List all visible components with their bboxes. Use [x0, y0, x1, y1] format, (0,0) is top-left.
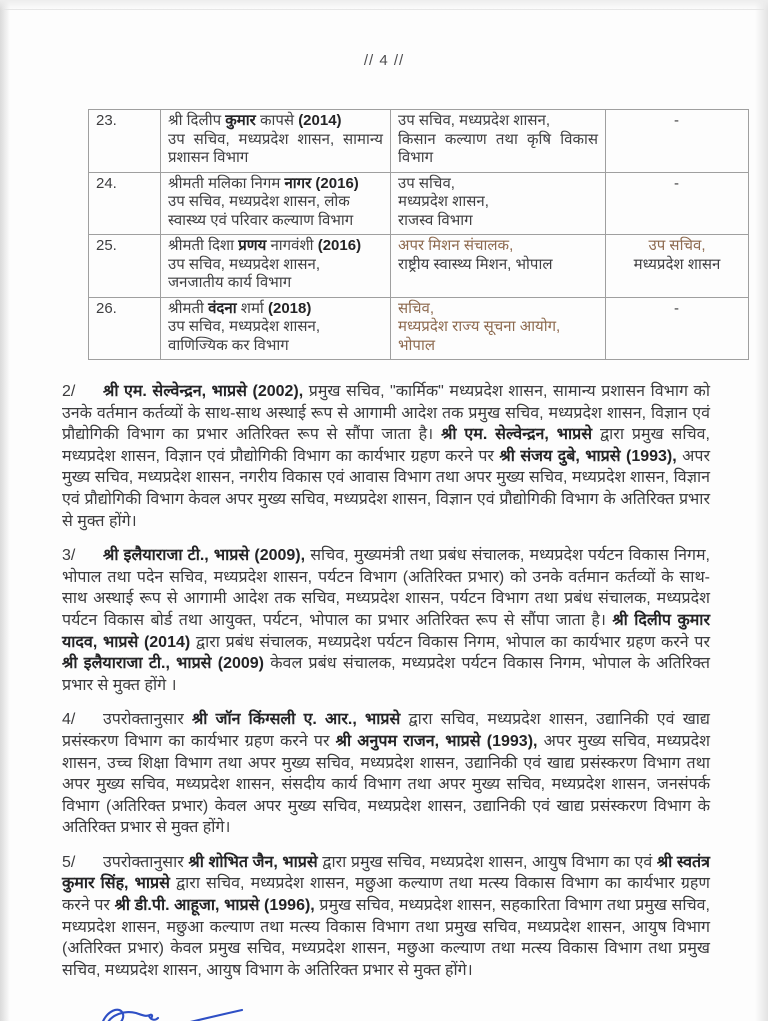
table-row	[89, 297, 749, 360]
officer-name: श्री दिलीप कुमार कापसे (2014)	[168, 112, 342, 129]
officer-name: श्रीमती वंदना शर्मा (2018)	[168, 299, 312, 317]
order-paragraph: 5/ उपरोक्तानुसार श्री शोभित जैन, भाप्रसे द्वारा प्रमुख सचिव, मध्यप्रदेश शासन, आयुष विभाग का एवं श्री स्वतंत्र कुमार सिंह, भाप्रसे द्वारा सचिव, मध्यप्रदेश शासन, मछुआ कल्याण तथा मत्स्य विकास विभाग का कार्यभार ग्रहण करने पर श्री डी.पी. आहूजा, भाप्रसे (1996), प्रमुख सचिव, मध्यप्रदेश शासन, सहकारिता विभाग तथा प्रमुख सचिव, मध्यप्रदेश शासन, मछुआ कल्याण तथा मत्स्य विकास विभाग तथा प्रमुख सचिव, मध्यप्रदेश शासन, आयुष विभाग (अतिरिक्त प्रभार) केवल प्रमुख सचिव, मध्यप्रदेश शासन, मछुआ कल्याण तथा मत्स्य विकास विभाग तथा प्रमुख सचिव, मध्यप्रदेश शासन, आयुष विभाग के अतिरिक्त प्रभार से मुक्त होंगे।	[62, 853, 710, 979]
new-posting-cell	[391, 235, 606, 298]
officer-name: श्रीमती मलिका निगम नागर (2016)	[168, 174, 359, 192]
cell-line: राजस्व विभाग	[398, 211, 473, 229]
paragraph-number: 3/	[62, 547, 76, 565]
officer-cell	[161, 297, 391, 360]
order-paragraph: 3/ श्री इलैयाराजा टी., भाप्रसे (2009), सचिव, मुख्यमंत्री तथा प्रबंध संचालक, मध्यप्रदेश पर्यटन विकास निगम, भोपाल तथा पदेन सचिव, मध्यप्रदेश शासन, पर्यटन विभाग (अतिरिक्त प्रभार) को उनके वर्तमान कर्तव्यों के साथ-साथ अस्थाई रूप से आगामी आदेश तक सचिव, मध्यप्रदेश शासन, पर्यटन विभाग तथा प्रबंध संचालक, मध्यप्रदेश पर्यटन विकास बोर्ड तथा आयुक्त, पर्यटन, भोपाल का प्रभार अतिरिक्त रूप से सौंपा जाता है। श्री दिलीप कुमार यादव, भाप्रसे (2014) द्वारा प्रबंध संचालक, मध्यप्रदेश पर्यटन विकास निगम, भोपाल का कार्यभार ग्रहण करने पर श्री इलैयाराजा टी., भाप्रसे (2009) केवल प्रबंध संचालक, मध्यप्रदेश पर्यटन विकास निगम, भोपाल के अतिरिक्त प्रभार से मुक्त होंगे ।	[62, 547, 711, 694]
cell-line: मध्यप्रदेश शासन	[633, 255, 721, 273]
sno-cell: 25.	[89, 235, 161, 298]
remark-cell	[606, 172, 749, 235]
remark-cell	[606, 235, 749, 298]
cell-line: सचिव,	[398, 299, 435, 317]
sno-cell: 23.	[89, 110, 161, 173]
cell-line: राष्ट्रीय स्वास्थ्य मिशन, भोपाल	[398, 255, 553, 273]
cell-line: प्रशासन विभाग	[168, 149, 249, 166]
cell-line: जनजातीय कार्य विभाग	[168, 274, 292, 291]
officers-table-body	[89, 110, 749, 360]
new-posting-cell	[391, 172, 606, 235]
cell-line: स्वास्थ्य एवं परिवार कल्याण विभाग	[168, 211, 354, 229]
cell-line: मध्यप्रदेश शासन,	[398, 193, 489, 210]
cell-line: मध्यप्रदेश राज्य सूचना आयोग, भोपाल	[398, 318, 561, 354]
new-posting-cell	[391, 297, 606, 360]
cell-line: उप सचिव,	[398, 174, 455, 192]
officer-cell	[161, 110, 391, 173]
page-edge-top-line	[4, 9, 764, 10]
paragraph-number: 4/	[62, 711, 76, 729]
officer-cell	[161, 172, 391, 235]
cell-line: उप सचिव,	[648, 237, 706, 254]
page-edge-right-shadow	[755, 0, 768, 1021]
cell-line: वाणिज्यिक कर विभाग	[168, 336, 289, 354]
table-row	[89, 172, 749, 235]
cell-line: उप सचिव, मध्यप्रदेश शासन,	[398, 112, 551, 129]
table-row	[89, 110, 749, 173]
order-paragraph: 2/ श्री एम. सेल्वेन्द्रन, भाप्रसे (2002), प्रमुख सचिव, "कार्मिक" मध्यप्रदेश शासन, सामान्य प्रशासन विभाग को उनके वर्तमान कर्तव्यों के साथ-साथ अस्थाई रूप से आगामी आदेश तक प्रमुख सचिव, मध्यप्रदेश शासन, विज्ञान एवं प्रौद्योगिकी विभाग का प्रभार अतिरिक्त रूप से सौंपा जाता है। श्री एम. सेल्वेन्द्रन, भाप्रसे द्वारा प्रमुख सचिव, मध्यप्रदेश शासन, विज्ञान एवं प्रौद्योगिकी विभाग का कार्यभार ग्रहण करने पर श्री संजय दुबे, भाप्रसे (1993), अपर मुख्य सचिव, मध्यप्रदेश शासन, नगरीय विकास एवं आवास विभाग तथा अपर मुख्य सचिव, मध्यप्रदेश शासन, विज्ञान एवं प्रौद्योगिकी विभाग केवल अपर मुख्य सचिव, मध्यप्रदेश शासन, विज्ञान एवं प्रौद्योगिकी विभाग के अतिरिक्त प्रभार से मुक्त होंगे।	[62, 383, 710, 530]
cell-line: किसान कल्याण तथा कृषि विकास	[398, 130, 598, 148]
cell-line: उप सचिव, मध्यप्रदेश शासन, लोक	[168, 193, 350, 210]
new-posting-cell	[391, 110, 606, 173]
cell-line: -	[674, 112, 680, 129]
sno-cell: 24.	[89, 172, 161, 235]
page-number: // 4 //	[363, 52, 405, 69]
signature-scribble-icon	[56, 994, 768, 1021]
order-paragraph: 4/ उपरोक्तानुसार श्री जॉन किंग्सली ए. आर., भाप्रसे द्वारा सचिव, मध्यप्रदेश शासन, उद्यानिकी एवं खाद्य प्रसंस्करण विभाग का कार्यभार ग्रहण करने पर श्री अनुपम राजन, भाप्रसे (1993), अपर मुख्य सचिव, मध्यप्रदेश शासन, उच्च शिक्षा विभाग तथा अपर मुख्य सचिव, मध्यप्रदेश शासन, उद्यानिकी एवं खाद्य प्रसंस्करण विभाग तथा अपर मुख्य सचिव, मध्यप्रदेश शासन, संसदीय कार्य विभाग तथा अपर मुख्य सचिव, मध्यप्रदेश शासन, जनसंपर्क विभाग (अतिरिक्त प्रभार) केवल अपर मुख्य सचिव, मध्यप्रदेश शासन, उद्यानिकी एवं खाद्य प्रसंस्करण विभाग के अतिरिक्त प्रभार से मुक्त होंगे।	[62, 711, 711, 837]
paragraph-number: 2/	[62, 383, 76, 400]
cell-line: अपर मिशन संचालक,	[398, 237, 514, 254]
cell-line: -	[674, 299, 680, 317]
cell-line: उप सचिव, मध्यप्रदेश शासन,	[168, 318, 321, 335]
remark-cell	[606, 297, 749, 360]
cell-line: विभाग	[398, 149, 434, 166]
cell-line: उप सचिव, मध्यप्रदेश शासन,	[168, 255, 321, 273]
officers-table	[88, 109, 749, 360]
remark-cell	[606, 110, 749, 173]
cell-line: -	[674, 174, 680, 192]
table-row	[89, 235, 749, 298]
cell-line: उप सचिव, मध्यप्रदेश शासन, सामान्य	[168, 130, 383, 148]
officer-cell	[161, 235, 391, 298]
sno-cell: 26.	[89, 297, 161, 360]
paragraph-number: 5/	[62, 853, 76, 871]
paragraphs	[62, 381, 710, 981]
officer-name: श्रीमती दिशा प्रणय नागवंशी (2016)	[168, 237, 362, 254]
page-edge-left-shadow	[0, 0, 10, 1021]
